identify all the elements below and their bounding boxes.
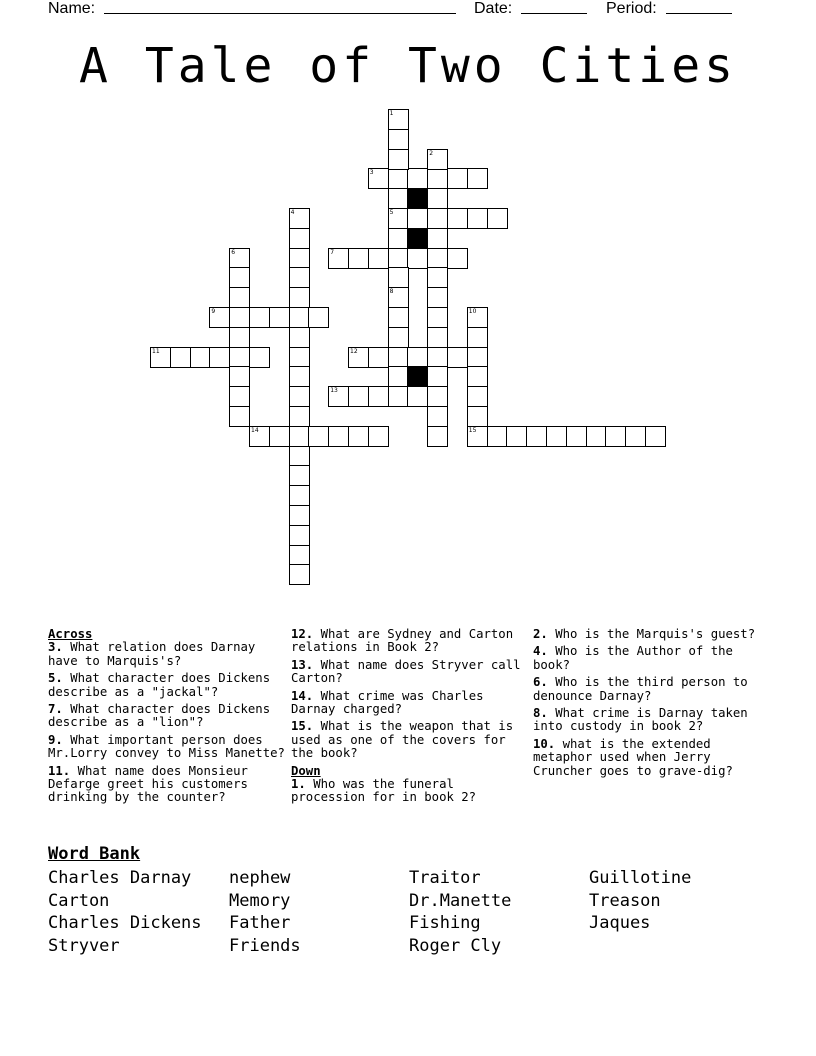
crossword-cell[interactable] xyxy=(348,347,369,368)
crossword-cell[interactable] xyxy=(407,208,428,229)
crossword-cell[interactable] xyxy=(467,208,488,229)
crossword-cell[interactable] xyxy=(289,287,310,308)
word-bank-item: Fishing xyxy=(409,913,481,933)
crossword-cell[interactable] xyxy=(467,168,488,189)
word-bank-item: Memory xyxy=(229,891,291,911)
crossword-cell[interactable] xyxy=(388,267,409,288)
crossword-cell[interactable] xyxy=(407,386,428,407)
crossword-cell[interactable] xyxy=(427,267,448,288)
crossword-cell[interactable] xyxy=(645,426,666,447)
crossword-cell[interactable] xyxy=(388,129,409,150)
clue-across-7: 7. What character does Dickens describe as a "lion"? xyxy=(48,702,271,730)
crossword-cell[interactable] xyxy=(427,168,448,189)
crossword-cell[interactable] xyxy=(427,307,448,328)
crossword-cell[interactable] xyxy=(388,327,409,348)
crossword-cell[interactable] xyxy=(368,426,389,447)
clue-number: 6 xyxy=(231,248,236,256)
crossword-cell[interactable] xyxy=(605,426,626,447)
period-label: Period: xyxy=(606,0,657,17)
crossword-cell[interactable] xyxy=(427,248,448,269)
crossword-cell[interactable] xyxy=(368,168,389,189)
clue-number: 5 xyxy=(389,209,394,216)
word-bank-title: Word Bank xyxy=(48,844,141,864)
word-bank-item: Charles Darnay xyxy=(48,868,192,888)
word-bank-item: Dr.Manette xyxy=(409,891,512,911)
crossword-cell[interactable] xyxy=(229,307,250,328)
crossword-cell[interactable] xyxy=(289,386,310,407)
crossword-cell[interactable] xyxy=(229,347,250,368)
crossword-cell[interactable] xyxy=(467,406,488,427)
word-bank-item: Treason xyxy=(589,891,661,911)
word-bank-item: Jaques xyxy=(589,913,651,933)
word-bank-item: Traitor xyxy=(409,868,481,888)
clue-number: 1 xyxy=(389,110,394,117)
crossword-cell[interactable] xyxy=(328,386,349,407)
crossword-cell[interactable] xyxy=(229,287,250,308)
crossword-cell[interactable] xyxy=(289,564,310,585)
crossword-cell[interactable] xyxy=(229,248,250,269)
crossword-cell[interactable] xyxy=(506,426,527,447)
crossword-cell[interactable] xyxy=(289,406,310,427)
clue-number: 2 xyxy=(429,149,434,157)
clue-across-12: 12. What are Sydney and Carton relations in Book 2? xyxy=(291,627,514,655)
crossword-cell[interactable] xyxy=(388,208,409,229)
clue-number: 4 xyxy=(290,209,295,216)
crossword-cell[interactable] xyxy=(308,426,329,447)
crossword-cell[interactable] xyxy=(447,248,468,269)
crossword-cell[interactable] xyxy=(289,307,310,328)
clue-across-5: 5. What character does Dickens describe as a "jackal"? xyxy=(48,671,271,699)
word-bank-item: Carton xyxy=(48,891,110,911)
crossword-cell[interactable] xyxy=(249,426,270,447)
crossword-cell[interactable] xyxy=(625,426,646,447)
crossword-cell[interactable] xyxy=(368,347,389,368)
clue-number: 12 xyxy=(350,347,358,355)
clue-number: 14 xyxy=(251,426,259,434)
crossword-cell[interactable] xyxy=(170,347,191,368)
crossword-cell[interactable] xyxy=(308,307,329,328)
crossword-cell[interactable] xyxy=(427,188,448,209)
clue-number: 11 xyxy=(152,347,160,355)
crossword-cell[interactable] xyxy=(229,327,250,348)
clue-down-8: 8. What crime is Darnay taken into custody in book 2? xyxy=(533,706,748,734)
crossword-cell[interactable] xyxy=(190,347,211,368)
crossword-cell[interactable] xyxy=(526,426,547,447)
clue-down-10: 10. what is the extended metaphor used when Jerry Cruncher goes to grave-dig? xyxy=(533,736,733,778)
crossword-cell[interactable] xyxy=(289,485,310,506)
crossword-cell[interactable] xyxy=(388,168,409,189)
page-title: A Tale of Two Cities xyxy=(79,38,737,94)
clue-down-1: 1. Who was the funeral procession for in book 2? xyxy=(291,777,477,805)
crossword-black-cell xyxy=(407,228,428,249)
crossword-cell[interactable] xyxy=(289,208,310,229)
clue-number: 15 xyxy=(468,426,477,434)
crossword-cell[interactable] xyxy=(209,307,230,328)
clue-across-9: 9. What important person does Mr.Lorry convey to Miss Manette? xyxy=(48,732,285,761)
clue-down-6: 6. Who is the third person to denounce Darnay? xyxy=(533,675,748,703)
crossword-cell[interactable] xyxy=(467,307,488,328)
crossword-cell[interactable] xyxy=(467,426,488,447)
word-bank-item: Friends xyxy=(229,936,301,956)
crossword-cell[interactable] xyxy=(407,168,428,189)
crossword-cell[interactable] xyxy=(229,267,250,288)
crossword-cell[interactable] xyxy=(368,386,389,407)
crossword-cell[interactable] xyxy=(427,327,448,348)
word-bank-item: Guillotine xyxy=(589,868,692,888)
crossword-cell[interactable] xyxy=(427,347,448,368)
date-label: Date: xyxy=(474,0,513,17)
crossword-cell[interactable] xyxy=(289,525,310,546)
crossword-cell[interactable] xyxy=(427,228,448,249)
crossword-cell[interactable] xyxy=(586,426,607,447)
clues-column-2 xyxy=(291,628,529,809)
clue-number: 7 xyxy=(330,248,335,256)
crossword-cell[interactable] xyxy=(388,248,409,269)
crossword-cell[interactable] xyxy=(289,426,310,447)
crossword-cell[interactable] xyxy=(427,406,448,427)
clue-number: 10 xyxy=(468,308,477,315)
crossword-cell[interactable] xyxy=(388,228,409,249)
crossword-cell[interactable] xyxy=(487,426,508,447)
crossword-cell[interactable] xyxy=(407,347,428,368)
crossword-cell[interactable] xyxy=(289,505,310,526)
crossword-cell[interactable] xyxy=(467,386,488,407)
crossword-cell[interactable] xyxy=(427,149,448,170)
word-bank-item: Father xyxy=(229,913,291,933)
across-heading: Across xyxy=(48,627,93,641)
crossword-cell[interactable] xyxy=(427,208,448,229)
crossword-cell[interactable] xyxy=(566,426,587,447)
crossword-cell[interactable] xyxy=(447,208,468,229)
crossword-cell[interactable] xyxy=(289,366,310,387)
crossword-cell[interactable] xyxy=(388,188,409,209)
crossword-cell[interactable] xyxy=(229,386,250,407)
crossword-black-cell xyxy=(407,188,428,209)
clue-across-3: 3. What relation does Darnay have to Marquis's? xyxy=(48,640,256,668)
name-label: Name: xyxy=(48,0,96,17)
crossword-cell[interactable] xyxy=(229,366,250,387)
crossword-cell[interactable] xyxy=(427,386,448,407)
crossword-cell[interactable] xyxy=(269,426,290,447)
crossword-black-cell xyxy=(407,366,428,387)
crossword-cell[interactable] xyxy=(407,248,428,269)
crossword-cell[interactable] xyxy=(427,287,448,308)
word-bank-item: Charles Dickens xyxy=(48,913,202,933)
crossword-cell[interactable] xyxy=(388,287,409,308)
crossword-cell[interactable] xyxy=(289,446,310,467)
crossword-cell[interactable] xyxy=(487,208,508,229)
crossword-cell[interactable] xyxy=(289,465,310,486)
word-bank-item: nephew xyxy=(229,868,291,888)
crossword-cell[interactable] xyxy=(348,248,369,269)
crossword-cell[interactable] xyxy=(348,426,369,447)
crossword-cell[interactable] xyxy=(289,267,310,288)
crossword-cell[interactable] xyxy=(388,347,409,368)
crossword-cell[interactable] xyxy=(229,406,250,427)
crossword-grid xyxy=(0,0,816,520)
crossword-cell[interactable] xyxy=(467,327,488,348)
crossword-cell[interactable] xyxy=(348,386,369,407)
crossword-cell[interactable] xyxy=(289,545,310,566)
down-clues-column-3 xyxy=(533,628,773,782)
word-bank-item: Stryver xyxy=(48,936,120,956)
crossword-cell[interactable] xyxy=(150,347,171,368)
clue-number: 9 xyxy=(211,308,216,315)
clue-across-15: 15. What is the weapon that is used as one of the covers for the book? xyxy=(291,719,514,761)
crossword-cell[interactable] xyxy=(467,366,488,387)
crossword-cell[interactable] xyxy=(289,347,310,368)
crossword-cell[interactable] xyxy=(427,366,448,387)
crossword-cell[interactable] xyxy=(388,366,409,387)
crossword-cell[interactable] xyxy=(328,426,349,447)
crossword-cell[interactable] xyxy=(289,248,310,269)
crossword-cell[interactable] xyxy=(427,426,448,447)
clue-number: 8 xyxy=(389,288,394,296)
crossword-cell[interactable] xyxy=(289,228,310,249)
down-heading: Down xyxy=(291,763,321,778)
clue-number: 13 xyxy=(330,387,338,395)
crossword-cell[interactable] xyxy=(249,307,270,328)
crossword-cell[interactable] xyxy=(388,109,409,130)
crossword-cell[interactable] xyxy=(467,347,488,368)
crossword-cell[interactable] xyxy=(289,327,310,348)
clue-down-4: 4. Who is the Author of the book? xyxy=(533,644,733,672)
crossword-cell[interactable] xyxy=(546,426,567,447)
crossword-cell[interactable] xyxy=(209,347,230,368)
crossword-cell[interactable] xyxy=(328,248,349,269)
crossword-cell[interactable] xyxy=(368,248,389,269)
clue-number: 3 xyxy=(369,169,374,177)
clue-across-11: 11. What name does Monsieur Defarge greet his customers drinking by the counter? xyxy=(48,763,248,805)
clue-across-13: 13. What name does Stryver call Carton? xyxy=(291,657,521,686)
crossword-cell[interactable] xyxy=(249,347,270,368)
crossword-cell[interactable] xyxy=(388,386,409,407)
across-clues-column-1 xyxy=(48,628,288,809)
clue-across-14: 14. What crime was Charles Darnay charged? xyxy=(291,688,484,717)
crossword-cell[interactable] xyxy=(447,168,468,189)
crossword-cell[interactable] xyxy=(388,307,409,328)
clue-down-2: 2. Who is the Marquis's guest? xyxy=(533,627,756,641)
crossword-cell[interactable] xyxy=(388,149,409,170)
crossword-cell[interactable] xyxy=(447,347,468,368)
word-bank-item: Roger Cly xyxy=(409,936,502,956)
crossword-cell[interactable] xyxy=(269,307,290,328)
